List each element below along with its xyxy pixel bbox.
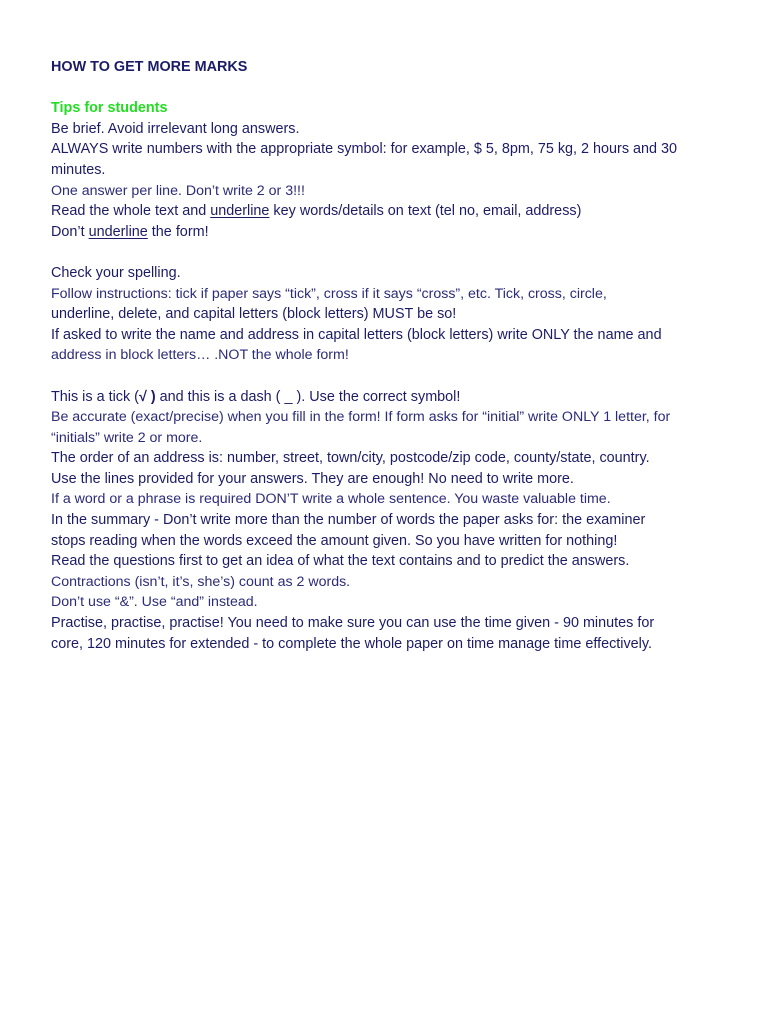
tip-one-answer: One answer per line. Don’t write 2 or 3!!! xyxy=(51,182,305,199)
tip-no-sentence: If a word or a phrase is required DON’T write a whole sentence. You waste valuable time. xyxy=(51,491,611,508)
page-title: HOW TO GET MORE MARKS xyxy=(51,59,248,75)
tick-symbol: √ ) xyxy=(138,388,156,405)
tip-capital-letters-cont: address in block letters… .NOT the whole form! xyxy=(51,347,349,364)
tip-read-questions: Read the questions first to get an idea of what the text contains and to predict the answers. xyxy=(51,553,630,570)
document-body xyxy=(51,57,731,654)
tip-follow-instructions-cont: underline, delete, and capital letters (block letters) MUST be so! xyxy=(51,306,457,323)
tip-tick-dash: This is a tick (√ ) and this is a dash ( _ ). Use the correct symbol! xyxy=(51,388,461,405)
tip-dont-underline-form: Don’t underline the form! xyxy=(51,223,209,240)
tip-spelling: Check your spelling. xyxy=(51,264,181,281)
underline-word: underline xyxy=(88,223,148,240)
tip-numbers-symbols-cont: minutes. xyxy=(51,161,106,178)
underline-word: underline xyxy=(210,203,270,220)
tips-heading: Tips for students xyxy=(51,100,168,117)
tip-summary-cont: stops reading when the words exceed the amount given. So you have written for nothing! xyxy=(51,532,618,549)
spacer xyxy=(51,242,731,263)
tip-underline-key-words: Read the whole text and underline key words/details on text (tel no, email, address) xyxy=(51,203,582,220)
tip-ampersand: Don’t use “&”. Use “and” instead. xyxy=(51,594,258,611)
tip-capital-letters: If asked to write the name and address in capital letters (block letters) write ONLY the name and xyxy=(51,326,662,343)
tip-follow-instructions: Follow instructions: tick if paper says “tick”, cross if it says “cross”, etc. Tick, cross, circle, xyxy=(51,285,607,302)
tip-be-accurate: Be accurate (exact/precise) when you fill in the form! If form asks for “initial” write ONLY 1 letter, for xyxy=(51,409,671,426)
tip-be-brief: Be brief. Avoid irrelevant long answers. xyxy=(51,120,300,137)
tip-practise-cont: core, 120 minutes for extended - to complete the whole paper on time manage time effectively. xyxy=(51,635,653,652)
tip-numbers-symbols: ALWAYS write numbers with the appropriate symbol: for example, $ 5, 8pm, 75 kg, 2 hours and 30 xyxy=(51,141,678,158)
tip-contractions: Contractions (isn’t, it’s, she’s) count as 2 words. xyxy=(51,573,351,590)
spacer xyxy=(51,366,731,387)
tip-use-lines: Use the lines provided for your answers. They are enough! No need to write more. xyxy=(51,470,574,487)
tip-practise: Practise, practise, practise! You need to make sure you can use the time given - 90 minutes for xyxy=(51,615,655,632)
tip-be-accurate-cont: “initials” write 2 or more. xyxy=(51,429,203,446)
spacer xyxy=(51,78,731,99)
tip-address-order: The order of an address is: number, street, town/city, postcode/zip code, county/state, country. xyxy=(51,450,650,467)
tip-summary: In the summary - Don’t write more than the number of words the paper asks for: the examiner xyxy=(51,512,646,529)
